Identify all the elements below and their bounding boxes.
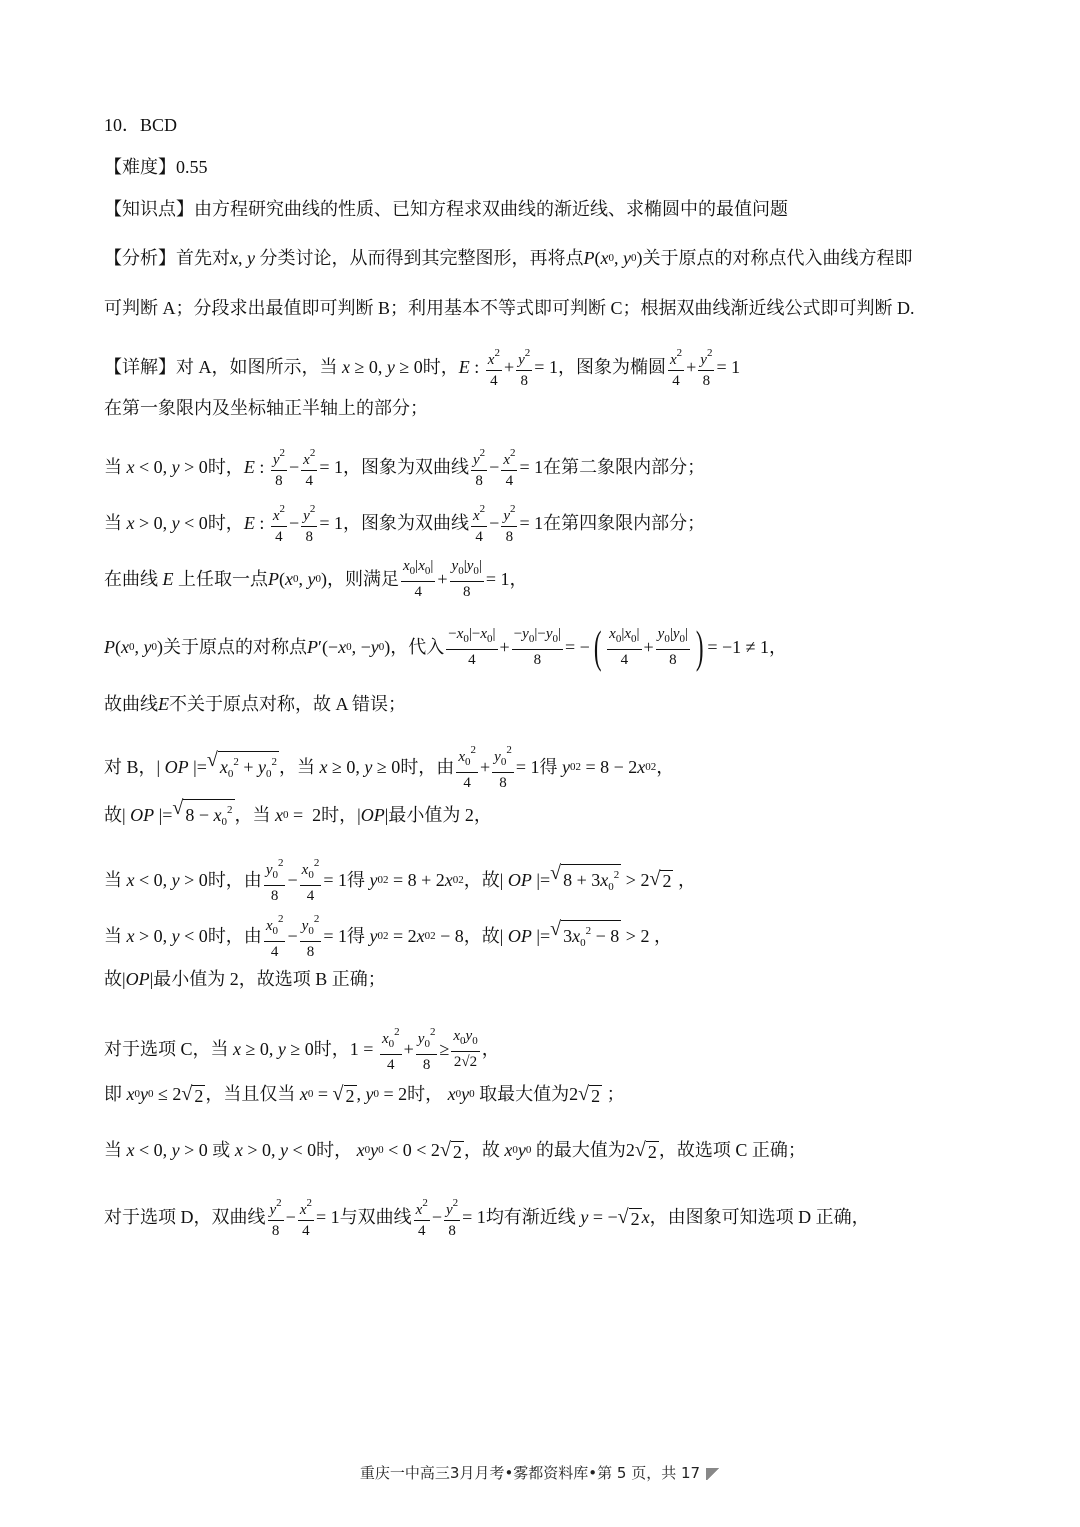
case-quadrant-4: 当 x > 0, y < 0 时， E : $\frac{x^2}{4}$ − $\frac{y^2}{8}$ = 1 ，图象为双曲线 $\frac{x^2}{4}$ − $\frac{y^2}{8}$ = 1 在第四象限内部分； [104,499,1040,547]
option-b-line-3: 当 x < 0, y > 0 时，由 $\frac{y_0^2}{8}$ − $\frac{x_0^2}{4}$ = 1 得 y 0 2 = 8 + 2 x 0 2 ，故 | OP |= √ $8 + 3x_0^2$ > 2 √ 2 ， [104,853,1040,906]
page-footer [0,1462,1080,1483]
corner-mark-icon [706,1468,720,1480]
analysis-line-1: 【分析】首先对 x , y 分类讨论，从而得到其完整图形，再将点 P ( x 0 , y 0 ) 关于原点的对称点代入曲线方程即 [104,248,913,268]
difficulty-line [104,153,1040,181]
answer-text: 10．BCD [104,115,178,135]
detail-line-2: 在第一象限内及坐标轴正半轴上的部分； [104,398,428,418]
option-b-line-4: 当 x > 0, y < 0 时，由 $\frac{x_0^2}{4}$ − $\frac{y_0^2}{8}$ = 1 得 y 0 2 = 2 x 0 2 − 8 ，故 | OP |= √ $3x_0^2 - 8$ > 2 ， [104,909,1040,962]
option-c-line-3: 当 x < 0, y > 0 或 x > 0, y < 0 时， x 0 y 0 < 0 < 2 √ 2 ，故 x 0 y 0 的最大值为 2 √ 2 ，故选项 C 正确； [104,1138,806,1162]
footer-text: 重庆一中高三3月月考•雾都资料库•第 5 页，共 17 [359,1464,701,1482]
knowledge-line [104,195,1040,223]
pick-point-line: 在曲线 E 上任取一点 P ( x 0 , y 0 ) ，则满足 $\frac{x_0|x_0|}{4}$ + $\frac{y_0|y_0|}{8}$ = 1， [104,558,528,600]
answer-line [104,111,1040,139]
conclusion-a-line: 故曲线 E 不关于原点对称，故 A 错误； [104,694,407,714]
option-c-line-2: 即 x 0 y 0 ≤ 2 √ 2 ，当且仅当 x 0 = √ 2 , y 0 = 2 时， x 0 y 0 取最大值为 2 √ 2 ； [104,1082,625,1106]
difficulty-text: 【难度】0.55 [104,157,208,177]
option-b-conclusion: 故 | OP | 最小值为 2，故选项 B 正确； [104,969,386,989]
option-b-line-1: 对 B， | OP |= √ $x_0^2 + y_0^2$ ，当 x ≥ 0, y ≥ 0 时，由 $\frac{x_0^2}{4}$ + $\frac{y_0^2}{8}$ = 1 得 y 0 2 = 8 − 2 x 0 2 ， [104,740,1040,793]
knowledge-text: 【知识点】由方程研究曲线的性质、已知方程求双曲线的渐近线、求椭圆中的最值问题 [104,199,788,219]
detail-line-1: 【详解】对 A，如图所示，当 x ≥ 0, y ≥ 0 时， E : $\frac{x^2}{4}$ + $\frac{y^2}{8}$ = 1 ，图象为椭圆 $\frac{x^2}{4}$ + $\frac{y^2}{8}$ = 1 [104,343,1040,391]
option-b-line-2: 故 | OP |= √ $8 - x_0^2$ ，当 x 0 = 2 时， | OP | 最小值为 2， [104,797,1040,832]
option-c-line-1: 对于选项 C，当 x ≥ 0, y ≥ 0 时， 1 = $\frac{x_0^2}{4}$ + $\frac{y_0^2}{8}$ ≥ $\frac{x_0y_0}{2√2}$ ， [104,1022,1040,1075]
option-d-line: 对于选项 D，双曲线 $\frac{y^2}{8}$ − $\frac{x^2}{4}$ = 1 与双曲线 $\frac{x^2}{4}$ − $\frac{y^2}{8}$ = 1 均有渐近线 y = − √ 2 x ，由图象可知选项 D 正确， [104,1193,1040,1241]
symmetric-point-line: P ( x 0 , y 0 ) 关于原点的对称点 P ′(− x 0 , − y 0 ) ，代入 $\frac{-x_0|-x_0|}{4}$ + $\frac{-y_0|-y_0|}{8}$ = − ( $\frac{x_0|x_0|}{4}$ + $\frac{y_0|y_0|}{8}$ ) = −1 ≠ 1， [104,621,788,672]
case-quadrant-2: 当 x < 0, y > 0 时， E : $\frac{y^2}{8}$ − $\frac{x^2}{4}$ = 1 ，图象为双曲线 $\frac{y^2}{8}$ − $\frac{x^2}{4}$ = 1 在第二象限内部分； [104,443,1040,491]
analysis-line-2: 可判断 A；分段求出最值即可判断 B；利用基本不等式即可判断 C；根据双曲线渐近线公式即可判断 D. [104,298,915,318]
